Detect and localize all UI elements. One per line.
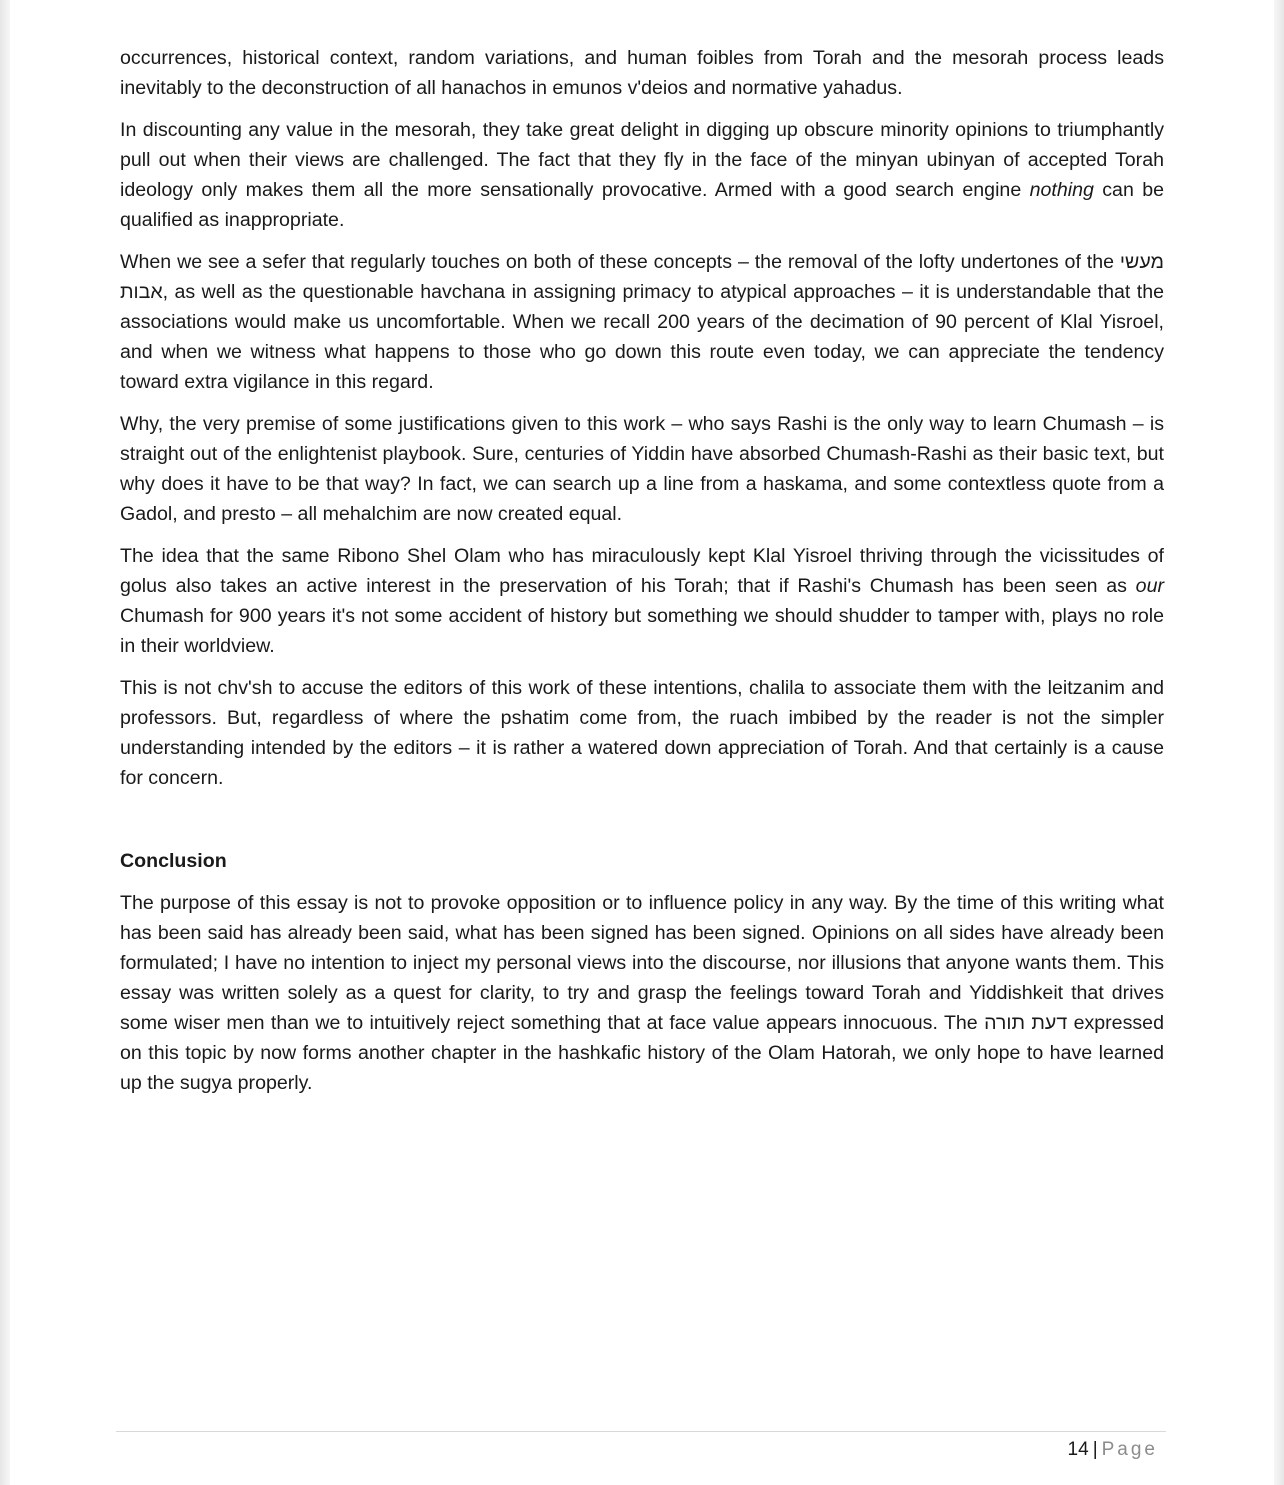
paragraph-1: occurrences, historical context, random variations, and human foibles from Torah and the mesorah process leads inevitably to the deconstruction of all hanachos in emunos v'deios and normative yahadus. <box>120 47 1164 99</box>
paragraph-3: When we see a sefer that regularly touches on both of these concepts – the removal of the lofty undertones of the מעשי אבות, as well as the questionable havchana in assigning primacy to atypical approaches – it is understandable that the associations would make us uncomfortable. When we recall 200 years of the decimation of 90 percent of Klal Yisroel, and when we witness what happens to those who go down this route even today, we can appreciate the tendency toward extra vigilance in this regard. <box>120 251 1164 393</box>
paragraph-6: This is not chv'sh to accuse the editors of this work of these intentions, chalila to associate them with the leitzanim and professors. But, regardless of where the pshatim come from, the ruach imbibed by the reader is not the simpler understanding intended by the editors – it is rather a watered down appreciation of Torah. And that certainly is a cause for concern. <box>120 677 1164 789</box>
emphasis-our: our <box>1135 575 1164 597</box>
emphasis-nothing: nothing <box>1029 179 1094 201</box>
page-separator: | <box>1092 1439 1098 1460</box>
section-heading-conclusion: Conclusion <box>120 850 227 872</box>
conclusion-paragraph: The purpose of this essay is not to provoke opposition or to influence policy in any way. By the time of this writing what has been said has already been said, what has been signed has been signed. Opinions on all sides have already been formulated; I have no intention to inject my personal views into the discourse, nor illusions that anyone wants them. This essay was written solely as a quest for clarity, to try and grasp the feelings toward Torah and Yiddishkeit that drives some wiser men than we to intuitively reject something that at face value appears innocuous. The דעת תורה expressed on this topic by now forms another chapter in the hashkafic history of the Olam Hatorah, we only hope to have learned up the sugya properly. <box>120 892 1164 1094</box>
paragraph-5: The idea that the same Ribono Shel Olam who has miraculously kept Klal Yisroel thriving through the vicissitudes of golus also takes an active interest in the preservation of his Torah; that if Rashi's Chumash has been seen as our Chumash for 900 years it's not some accident of history but something we should shudder to tamper with, plays no role in their worldview. <box>120 545 1164 657</box>
page-label: Page <box>1101 1439 1158 1460</box>
document-body <box>120 43 1164 1110</box>
footer-divider <box>116 1431 1166 1432</box>
paragraph-4: Why, the very premise of some justifications given to this work – who says Rashi is the only way to learn Chumash – is straight out of the enlightenist playbook. Sure, centuries of Yiddin have absorbed Chumash-Rashi as their basic text, but why does it have to be that way? In fact, we can search up a line from a haskama, and some contextless quote from a Gadol, and presto – all mehalchim are now created equal. <box>120 413 1164 525</box>
page-number: 14 <box>1067 1439 1089 1460</box>
page-edge-right <box>1274 0 1284 1485</box>
hebrew-phrase: דעת תורה <box>984 1012 1068 1034</box>
page-number-footer <box>1068 1436 1158 1464</box>
hebrew-phrase: מעשי אבות <box>120 251 1164 303</box>
paragraph-2: In discounting any value in the mesorah, they take great delight in digging up obscure minority opinions to triumphantly pull out when their views are challenged. The fact that they fly in the face of the minyan ubinyan of accepted Torah ideology only makes them all the more sensationally provocative. Armed with a good search engine nothing can be qualified as inappropriate. <box>120 119 1164 231</box>
page-edge-left <box>0 0 10 1485</box>
